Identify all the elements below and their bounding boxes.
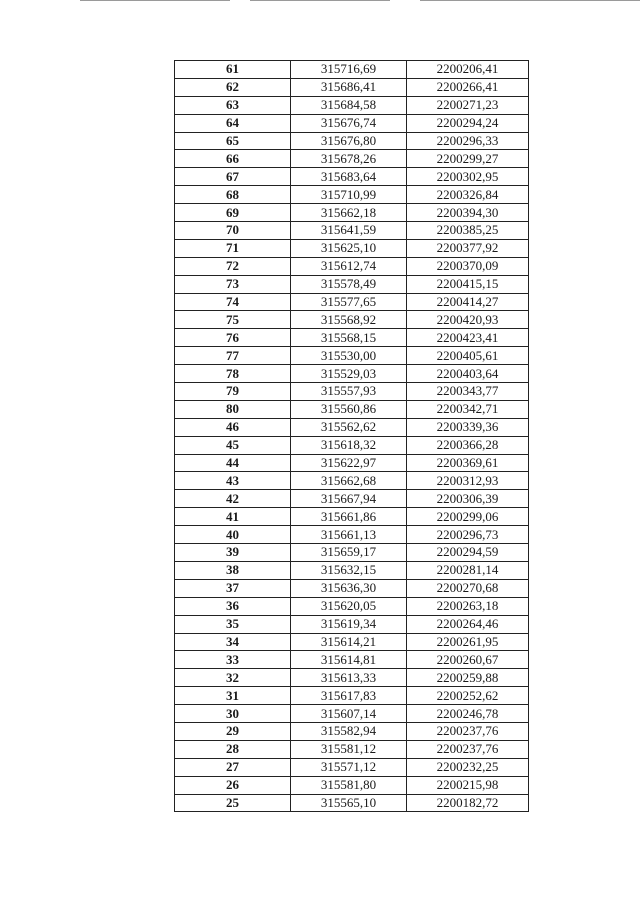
point-number-cell: 32 — [175, 669, 291, 687]
table-row — [175, 132, 529, 150]
point-number-cell: 73 — [175, 275, 291, 293]
point-number-cell: 30 — [175, 705, 291, 723]
table-row — [175, 561, 529, 579]
scan-artifact-line — [420, 0, 640, 1]
point-number-cell: 78 — [175, 365, 291, 383]
y-coordinate-cell: 2200260,67 — [407, 651, 529, 669]
scan-artifact-line — [250, 0, 390, 1]
table-row — [175, 651, 529, 669]
y-coordinate-cell: 2200263,18 — [407, 597, 529, 615]
x-coordinate-cell: 315581,12 — [291, 740, 407, 758]
y-coordinate-cell: 2200302,95 — [407, 168, 529, 186]
y-coordinate-cell: 2200366,28 — [407, 436, 529, 454]
point-number-cell: 34 — [175, 633, 291, 651]
x-coordinate-cell: 315620,05 — [291, 597, 407, 615]
scan-artifact-line — [80, 0, 230, 1]
x-coordinate-cell: 315625,10 — [291, 239, 407, 257]
table-row — [175, 615, 529, 633]
point-number-cell: 75 — [175, 311, 291, 329]
x-coordinate-cell: 315716,69 — [291, 61, 407, 79]
table-row — [175, 204, 529, 222]
x-coordinate-cell: 315560,86 — [291, 400, 407, 418]
y-coordinate-cell: 2200281,14 — [407, 561, 529, 579]
y-coordinate-cell: 2200306,39 — [407, 490, 529, 508]
y-coordinate-cell: 2200252,62 — [407, 687, 529, 705]
y-coordinate-cell: 2200215,98 — [407, 776, 529, 794]
x-coordinate-cell: 315565,10 — [291, 794, 407, 812]
point-number-cell: 41 — [175, 508, 291, 526]
x-coordinate-cell: 315632,15 — [291, 561, 407, 579]
point-number-cell: 67 — [175, 168, 291, 186]
y-coordinate-cell: 2200342,71 — [407, 400, 529, 418]
point-number-cell: 46 — [175, 418, 291, 436]
x-coordinate-cell: 315557,93 — [291, 383, 407, 401]
point-number-cell: 45 — [175, 436, 291, 454]
y-coordinate-cell: 2200296,73 — [407, 526, 529, 544]
point-number-cell: 72 — [175, 257, 291, 275]
table-row — [175, 186, 529, 204]
x-coordinate-cell: 315614,21 — [291, 633, 407, 651]
y-coordinate-cell: 2200415,15 — [407, 275, 529, 293]
y-coordinate-cell: 2200271,23 — [407, 96, 529, 114]
x-coordinate-cell: 315578,49 — [291, 275, 407, 293]
y-coordinate-cell: 2200343,77 — [407, 383, 529, 401]
y-coordinate-cell: 2200414,27 — [407, 293, 529, 311]
x-coordinate-cell: 315568,15 — [291, 329, 407, 347]
table-row — [175, 257, 529, 275]
x-coordinate-cell: 315607,14 — [291, 705, 407, 723]
table-row — [175, 383, 529, 401]
x-coordinate-cell: 315678,26 — [291, 150, 407, 168]
table-row — [175, 329, 529, 347]
x-coordinate-cell: 315684,58 — [291, 96, 407, 114]
table-row — [175, 669, 529, 687]
y-coordinate-cell: 2200299,06 — [407, 508, 529, 526]
point-number-cell: 65 — [175, 132, 291, 150]
y-coordinate-cell: 2200339,36 — [407, 418, 529, 436]
point-number-cell: 35 — [175, 615, 291, 633]
point-number-cell: 38 — [175, 561, 291, 579]
x-coordinate-cell: 315676,80 — [291, 132, 407, 150]
y-coordinate-cell: 2200270,68 — [407, 579, 529, 597]
y-coordinate-cell: 2200264,46 — [407, 615, 529, 633]
point-number-cell: 31 — [175, 687, 291, 705]
x-coordinate-cell: 315614,81 — [291, 651, 407, 669]
x-coordinate-cell: 315618,32 — [291, 436, 407, 454]
x-coordinate-cell: 315529,03 — [291, 365, 407, 383]
y-coordinate-cell: 2200377,92 — [407, 239, 529, 257]
y-coordinate-cell: 2200294,59 — [407, 544, 529, 562]
table-row — [175, 490, 529, 508]
table-row — [175, 794, 529, 812]
table-row — [175, 454, 529, 472]
point-number-cell: 77 — [175, 347, 291, 365]
x-coordinate-cell: 315577,65 — [291, 293, 407, 311]
x-coordinate-cell: 315683,64 — [291, 168, 407, 186]
y-coordinate-cell: 2200206,41 — [407, 61, 529, 79]
point-number-cell: 71 — [175, 239, 291, 257]
table-row — [175, 418, 529, 436]
table-row — [175, 400, 529, 418]
x-coordinate-cell: 315622,97 — [291, 454, 407, 472]
x-coordinate-cell: 315659,17 — [291, 544, 407, 562]
y-coordinate-cell: 2200296,33 — [407, 132, 529, 150]
table-row — [175, 222, 529, 240]
y-coordinate-cell: 2200232,25 — [407, 758, 529, 776]
table-row — [175, 347, 529, 365]
point-number-cell: 74 — [175, 293, 291, 311]
x-coordinate-cell: 315617,83 — [291, 687, 407, 705]
table-row — [175, 168, 529, 186]
point-number-cell: 76 — [175, 329, 291, 347]
x-coordinate-cell: 315662,68 — [291, 472, 407, 490]
coordinates-table — [174, 60, 529, 812]
table-row — [175, 150, 529, 168]
table-row — [175, 508, 529, 526]
y-coordinate-cell: 2200246,78 — [407, 705, 529, 723]
table-row — [175, 78, 529, 96]
point-number-cell: 25 — [175, 794, 291, 812]
point-number-cell: 69 — [175, 204, 291, 222]
x-coordinate-cell: 315613,33 — [291, 669, 407, 687]
y-coordinate-cell: 2200299,27 — [407, 150, 529, 168]
point-number-cell: 36 — [175, 597, 291, 615]
table-row — [175, 436, 529, 454]
point-number-cell: 66 — [175, 150, 291, 168]
x-coordinate-cell: 315676,74 — [291, 114, 407, 132]
y-coordinate-cell: 2200403,64 — [407, 365, 529, 383]
table-row — [175, 705, 529, 723]
point-number-cell: 27 — [175, 758, 291, 776]
table-row — [175, 633, 529, 651]
point-number-cell: 39 — [175, 544, 291, 562]
table-row — [175, 776, 529, 794]
point-number-cell: 62 — [175, 78, 291, 96]
table-row — [175, 365, 529, 383]
y-coordinate-cell: 2200405,61 — [407, 347, 529, 365]
table-row — [175, 96, 529, 114]
x-coordinate-cell: 315667,94 — [291, 490, 407, 508]
y-coordinate-cell: 2200369,61 — [407, 454, 529, 472]
table-row — [175, 687, 529, 705]
coordinates-table-body — [175, 61, 529, 812]
table-row — [175, 239, 529, 257]
point-number-cell: 42 — [175, 490, 291, 508]
y-coordinate-cell: 2200370,09 — [407, 257, 529, 275]
y-coordinate-cell: 2200259,88 — [407, 669, 529, 687]
x-coordinate-cell: 315612,74 — [291, 257, 407, 275]
table-row — [175, 293, 529, 311]
y-coordinate-cell: 2200266,41 — [407, 78, 529, 96]
table-row — [175, 526, 529, 544]
x-coordinate-cell: 315662,18 — [291, 204, 407, 222]
point-number-cell: 43 — [175, 472, 291, 490]
x-coordinate-cell: 315636,30 — [291, 579, 407, 597]
table-row — [175, 579, 529, 597]
point-number-cell: 29 — [175, 722, 291, 740]
y-coordinate-cell: 2200261,95 — [407, 633, 529, 651]
x-coordinate-cell: 315641,59 — [291, 222, 407, 240]
y-coordinate-cell: 2200237,76 — [407, 722, 529, 740]
point-number-cell: 40 — [175, 526, 291, 544]
table-row — [175, 114, 529, 132]
x-coordinate-cell: 315530,00 — [291, 347, 407, 365]
x-coordinate-cell: 315619,34 — [291, 615, 407, 633]
y-coordinate-cell: 2200394,30 — [407, 204, 529, 222]
point-number-cell: 64 — [175, 114, 291, 132]
table-row — [175, 472, 529, 490]
table-row — [175, 597, 529, 615]
point-number-cell: 44 — [175, 454, 291, 472]
x-coordinate-cell: 315582,94 — [291, 722, 407, 740]
table-row — [175, 722, 529, 740]
point-number-cell: 63 — [175, 96, 291, 114]
table-row — [175, 275, 529, 293]
y-coordinate-cell: 2200312,93 — [407, 472, 529, 490]
table-row — [175, 544, 529, 562]
table-row — [175, 758, 529, 776]
point-number-cell: 61 — [175, 61, 291, 79]
y-coordinate-cell: 2200423,41 — [407, 329, 529, 347]
x-coordinate-cell: 315710,99 — [291, 186, 407, 204]
x-coordinate-cell: 315581,80 — [291, 776, 407, 794]
table-row — [175, 311, 529, 329]
table-row — [175, 740, 529, 758]
point-number-cell: 68 — [175, 186, 291, 204]
y-coordinate-cell: 2200326,84 — [407, 186, 529, 204]
y-coordinate-cell: 2200385,25 — [407, 222, 529, 240]
point-number-cell: 26 — [175, 776, 291, 794]
x-coordinate-cell: 315568,92 — [291, 311, 407, 329]
x-coordinate-cell: 315686,41 — [291, 78, 407, 96]
y-coordinate-cell: 2200420,93 — [407, 311, 529, 329]
x-coordinate-cell: 315571,12 — [291, 758, 407, 776]
x-coordinate-cell: 315661,86 — [291, 508, 407, 526]
point-number-cell: 33 — [175, 651, 291, 669]
point-number-cell: 28 — [175, 740, 291, 758]
x-coordinate-cell: 315562,62 — [291, 418, 407, 436]
point-number-cell: 37 — [175, 579, 291, 597]
point-number-cell: 79 — [175, 383, 291, 401]
y-coordinate-cell: 2200182,72 — [407, 794, 529, 812]
x-coordinate-cell: 315661,13 — [291, 526, 407, 544]
table-row — [175, 61, 529, 79]
point-number-cell: 80 — [175, 400, 291, 418]
y-coordinate-cell: 2200294,24 — [407, 114, 529, 132]
y-coordinate-cell: 2200237,76 — [407, 740, 529, 758]
point-number-cell: 70 — [175, 222, 291, 240]
